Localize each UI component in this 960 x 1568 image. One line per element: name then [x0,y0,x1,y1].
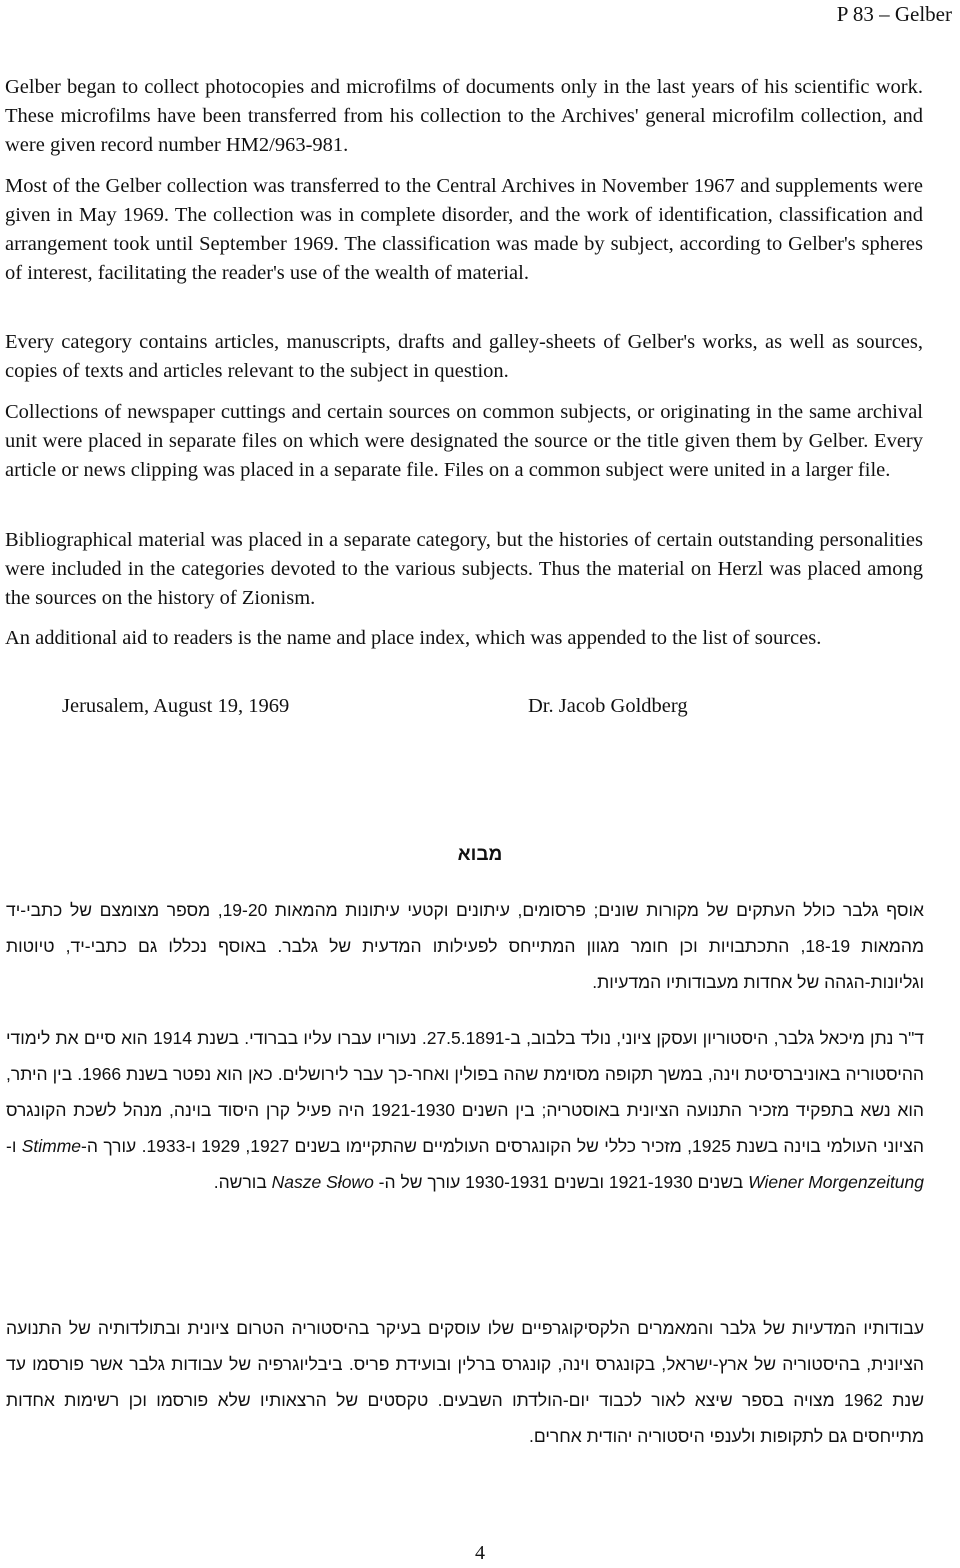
english-paragraph-5: Bibliographical material was placed in a separate category, but the histories of certain outstanding personalities were included in the categories devoted to the various subjects. Thus the material on Herzl was placed among the sources on the history of Zionism. [5,529,923,609]
hebrew-paragraph-1: אוסף גלבר כולל העתקים של מקורות שונים; פרסומים, עיתונים וקטעי עיתונות מהמאות 19-20, מספר מצומצם של כתבי-יד מהמאות 18-19, התכתבויות וכן חומר מגוון המתייחס לפעילותו המדעית של גלבר. באוסף נכללו גם כתבי-יד, טיוטות וגליונות-הגהה של אחדות מעבודותיו המדעיות. [6,900,924,992]
english-paragraph-3: Every category contains articles, manuscripts, drafts and galley-sheets of Gelber's works, as well as sources, copies of texts and articles relevant to the subject in question. [5,331,923,382]
stimme-title: Stimme [21,1136,82,1156]
hebrew-section-title: מבוא [457,844,503,865]
signature-name: Dr. Jacob Goldberg [528,695,688,717]
hebrew-paragraph-2 [6,1020,924,1200]
hebrew-p2-part-1: ד"ר נתן מיכאל גלבר, היסטוריון ועסקן ציוני, נולד בלבוב, ב-27.5.1891. נעוריו עברו עליו בברודי. בשנת 1914 הוא סיים את לימודי ההיסטוריה באוניברסיטת וינה, במשך תקופה מסוימת שהה בפולין ואחר-כך עבר לירושלים. כאן הוא נפטר בשנת 1966. בין היתר, הוא נשא בתפקיד מזכיר התנועה הציונית באוסטריה; בין השנים 1921-1930 היה פעיל קרן היסוד בוינה, מנהל לשכת הקונגרס הציוני העולמי בוינה בשנת 1925, מזכיר כללי של הקונגרסים העולמיים שהתקיימו בשנים 1927, 1929 ו-1933. עורך ה- [6,1028,925,1156]
hebrew-p2-part-3: בורשה. [213,1172,272,1192]
english-paragraph-1: Gelber began to collect photocopies and microfilms of documents only in the last years of his scientific work. These microfilms have been transferred from his collection to the Archives' general microfilm collection, and were given record number HM2/963-981. [5,76,923,156]
wiener-morgenzeitung-title: Wiener Morgenzeitung [748,1172,924,1192]
nasze-slowo-title: Nasze Słowo [271,1172,374,1192]
hebrew-paragraph-3: עבודותיו המדעיות של גלבר והמאמרים הלקסיקוגרפיים שלו עוסקים בעיקר בהיסטוריה הטרום ציונית ובתולדותיה של התנועה הציונית, בהיסטוריה של ארץ-ישראל, בקונגרס וינה, קונגרס ברלין ובועידת פריס. ביבליוגרפיה של עבודות גלבר אשר פורסמו עד שנת 1962 מצויה בספר שיצא לאור לכבוד יום-הולדתו השבעים. טקסטים של הרצאותיו שלא פורסמו וכן רשימות אחדות מתייחסים גם לתקופות ולענפי היסטוריה יהודית אחרים. [6,1318,924,1446]
hebrew-p2-and: ו- [6,1136,22,1156]
hebrew-p2-part-2: בשנים 1921-1930 ובשנים 1930-1931 עורך של ה- [373,1172,749,1192]
page-number: 4 [475,1542,485,1564]
english-paragraph-6: An additional aid to readers is the name and place index, which was appended to the list of sources. [5,627,822,649]
signature-place-date: Jerusalem, August 19, 1969 [62,695,290,717]
english-paragraph-4: Collections of newspaper cuttings and certain sources on common subjects, or originating in the same archival unit were placed in separate files on which were designated the source or the title given them by Gelber. Every article or news clipping was placed in a separate file. Files on a common subject were united in a larger file. [5,401,923,481]
english-paragraph-2: Most of the Gelber collection was transferred to the Central Archives in November 1967 and supplements were given in May 1969. The collection was in complete disorder, and the work of identification, classification and arrangement took until September 1969. The classification was made by subject, according to Gelber's spheres of interest, facilitating the reader's use of the wealth of material. [5,175,923,284]
running-header: P 83 – Gelber [836,2,952,26]
